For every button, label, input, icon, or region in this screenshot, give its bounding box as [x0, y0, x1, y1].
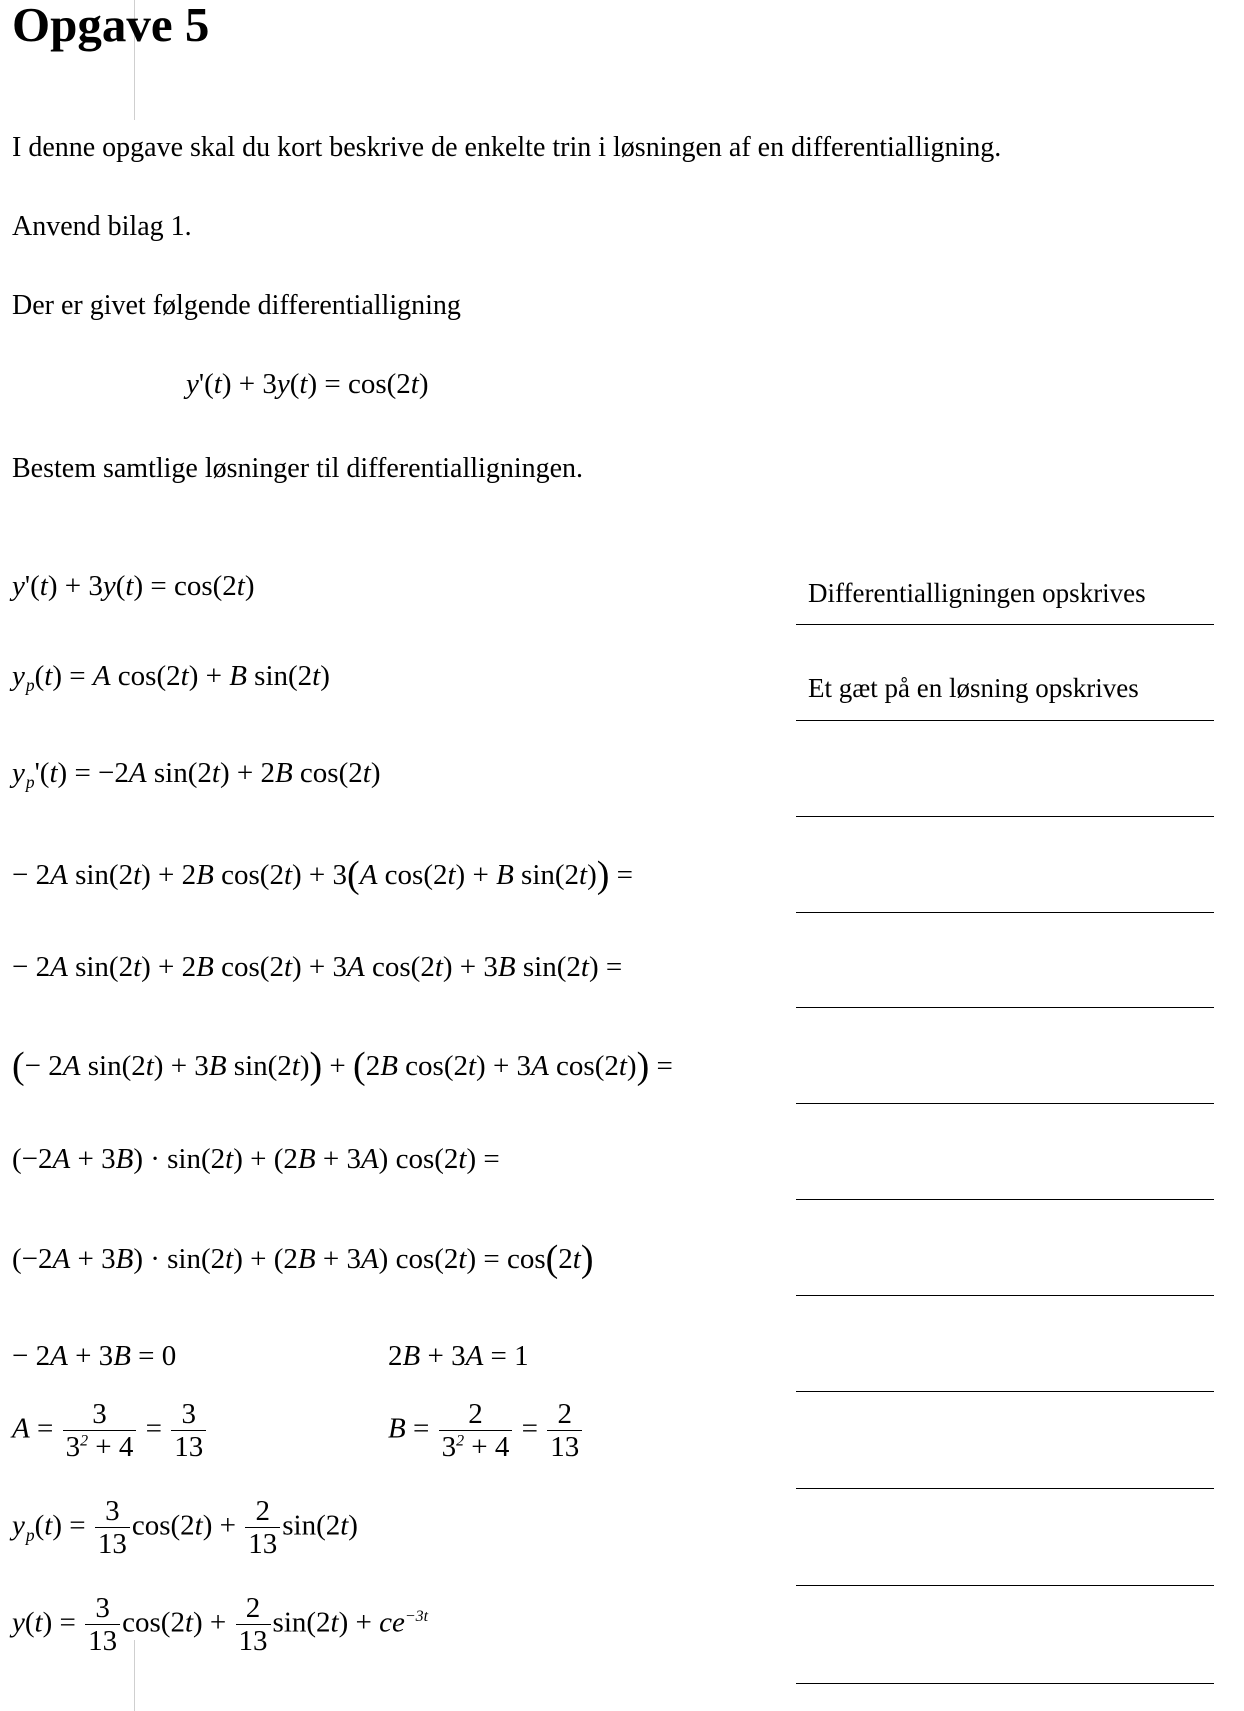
task-text: Bestem samtlige løsninger til differentialligningen. [12, 453, 584, 484]
step-equation-10a: A = $\frac{3}{3^2 + 4}$ = $\frac{3}{13}$ [12, 1398, 208, 1464]
answer-line-2[interactable] [796, 720, 1214, 721]
step-equation-6: (− 2A sin(2t) + 3B sin(2t)) + (2B cos(2t) + 3A cos(2t)) = [12, 1045, 673, 1087]
step-equation-10b: B = $\frac{2}{3^2 + 4}$ = $\frac{2}{13}$ [388, 1398, 584, 1464]
answer-line-3[interactable] [796, 816, 1214, 817]
answer-line-8[interactable] [796, 1295, 1214, 1296]
attachment-text: Anvend bilag 1. [12, 211, 192, 242]
step-equation-11: $y_p(t)$ = $\frac{3}{13}$ cos(2t) + $\frac{2}{13}$ sin(2t) [12, 1495, 358, 1561]
step-equation-9a: − 2A + 3B = 0 [12, 1340, 177, 1372]
answer-line-9[interactable] [796, 1391, 1214, 1392]
step-equation-4: − 2A sin(2t) + 2B cos(2t) + 3(A cos(2t) + B sin(2t)) = [12, 854, 634, 896]
page-title: Opgave 5 [12, 0, 210, 52]
given-equation: y'(t) + 3y(t) = cos(2t) [186, 368, 429, 400]
step-equation-8: (−2A + 3B) · sin(2t) + (2B + 3A) cos(2t) = cos(2t) [12, 1238, 594, 1280]
step-equation-3: $y_p'(t) = -2A$ sin(2t) + 2B cos(2t) [12, 757, 381, 792]
step-equation-2: $y_p(t) = A$ cos(2t) + B sin(2t) [12, 660, 330, 695]
answer-line-10[interactable] [796, 1488, 1214, 1489]
page-guide-line-bottom [134, 1640, 135, 1711]
step-equation-12: y(t) = $\frac{3}{13}$ cos(2t) + $\frac{2}{13}$ $\sin(2t) + ce^{-3t}$ [12, 1592, 429, 1658]
answer-line-12[interactable] [796, 1683, 1214, 1684]
intro-text: I denne opgave skal du kort beskrive de enkelte trin i løsningen af en differentialligning. [12, 132, 1002, 163]
answer-line-6[interactable] [796, 1103, 1214, 1104]
step-note-1: Differentialligningen opskrives [808, 578, 1146, 608]
step-equation-1: y'(t) + 3y(t) = cos(2t) [12, 570, 255, 602]
answer-line-1[interactable] [796, 624, 1214, 625]
step-equation-9b: 2B + 3A = 1 [388, 1340, 529, 1372]
answer-line-11[interactable] [796, 1585, 1214, 1586]
answer-line-7[interactable] [796, 1199, 1214, 1200]
step-note-2: Et gæt på en løsning opskrives [808, 673, 1139, 703]
step-equation-7: (−2A + 3B) · sin(2t) + (2B + 3A) cos(2t) = [12, 1143, 500, 1175]
answer-line-5[interactable] [796, 1007, 1214, 1008]
given-text: Der er givet følgende differentialligning [12, 290, 461, 321]
step-equation-5: − 2A sin(2t) + 2B cos(2t) + 3A cos(2t) + 3B sin(2t) = [12, 951, 623, 983]
answer-line-4[interactable] [796, 912, 1214, 913]
